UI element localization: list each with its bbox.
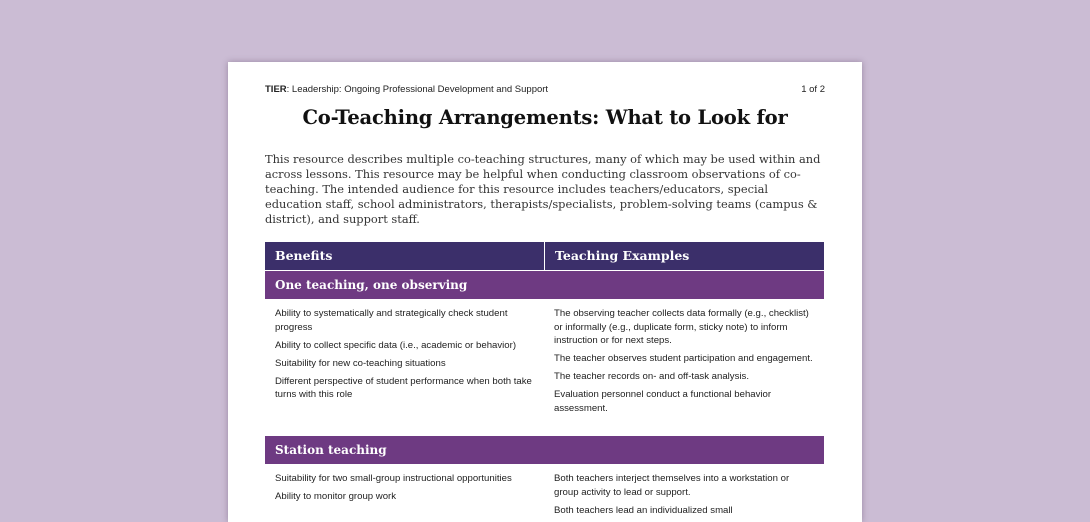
list-item: Ability to collect specific data (i.e., academic or behavior) [275, 339, 517, 351]
examples-cell [544, 307, 823, 435]
benefits-cell [265, 307, 544, 435]
section-title: Station teaching [265, 436, 824, 464]
list-item: Different perspective of student performance when both take turns with this role [275, 375, 532, 401]
examples-cell [544, 472, 823, 522]
list-item: The teacher observes student participation and engagement. [554, 353, 813, 365]
tier-label: TIER [265, 84, 287, 95]
tier-text: : Leadership: Ongoing Professional Development and Support [286, 84, 549, 95]
list-item: The teacher records on- and off-task analysis. [554, 371, 749, 383]
document-title: Co-Teaching Arrangements: What to Look for [302, 106, 788, 129]
teaching-examples-column-header: Teaching Examples [544, 242, 823, 270]
list-item: Both teachers lead an individualized small [554, 504, 733, 516]
tier-line [265, 84, 548, 95]
list-item: Suitability for new co-teaching situations [275, 357, 446, 369]
co-teaching-table [265, 242, 824, 522]
table-row [265, 464, 824, 522]
list-item: Evaluation personnel conduct a functional behavior assessment. [554, 389, 772, 415]
list-item: Suitability for two small-group instructional opportunities [275, 473, 512, 484]
list-item: Ability to monitor group work [275, 491, 397, 503]
list-item: Ability to systematically and strategically check student progress [275, 308, 508, 333]
table-row [265, 299, 824, 435]
benefits-column-header: Benefits [275, 248, 333, 263]
benefits-cell [265, 472, 544, 522]
list-item: The observing teacher collects data formally (e.g., checklist) or informally (e.g., duplicate form, sticky note) to inform instruction or for next steps. [554, 308, 809, 347]
page-indicator: 1 of 2 [801, 84, 825, 95]
page-header [265, 84, 825, 95]
list-item: Both teachers interject themselves into a workstation or group activity to lead or support. [554, 473, 790, 498]
table-header [265, 242, 824, 270]
section-title: One teaching, one observing [265, 271, 824, 299]
document-page [228, 62, 862, 522]
intro-paragraph: This resource describes multiple co-teaching structures, many of which may be used within and across lessons. This resource may be helpful when conducting classroom observations of co-teaching. The intended audience for this resource includes teachers/educators, special education staff, school administrators, therapists/specialists, problem-solving teams (campus & district), and support staff. [265, 152, 821, 226]
